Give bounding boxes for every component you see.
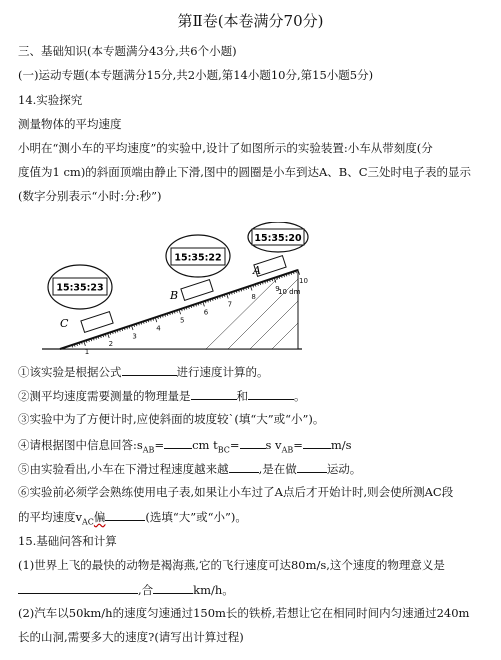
ruler-tick-label: 1 — [84, 348, 90, 357]
blank-tbc[interactable] — [240, 437, 266, 449]
item-1: ①该实验是根据公式 进行速度计算的。 — [18, 365, 269, 379]
question-15-heading: 15.基础问答和计算 — [18, 534, 117, 548]
intro-line-3: (数字分别表示“小时:分:秒”) — [18, 189, 162, 203]
ruler-tick-label: 7 — [227, 300, 233, 309]
page-title: 第Ⅱ卷(本卷满分70分) — [177, 12, 324, 30]
q15-part1-line2: ,合 km/h。 — [18, 582, 234, 597]
item-6-line-2: 的平均速度$v_{AC}$偏 (选填“大”或“小”)。 — [18, 510, 247, 527]
label-c: C — [60, 317, 69, 330]
blank-sab[interactable] — [164, 437, 192, 449]
incline-diagram — [40, 222, 310, 357]
blank-bigger-smaller[interactable] — [105, 509, 145, 521]
ruler-tick-label: 10 — [299, 277, 308, 285]
experiment-title: 测量物体的平均速度 — [18, 117, 122, 131]
q15-part2-line1: (2)汽车以50km/h的速度匀速通过150m长的铁桥,若想让它在相同时间内匀速通过240m — [18, 606, 470, 620]
clock-a — [248, 222, 308, 252]
q15-part1-line1: (1)世界上飞的最快的动物是褐海燕,它的飞行速度可达80m/s,这个速度的物理意义是 — [18, 558, 445, 572]
clock-b-time: 15:35:22 — [174, 252, 222, 264]
clock-a-time: 15:35:20 — [254, 233, 302, 244]
clock-b — [166, 235, 230, 277]
car-c — [81, 312, 113, 333]
unit-label: 10 dm — [278, 288, 301, 296]
blank-quantity-2[interactable] — [248, 388, 294, 400]
ruler-tick-label: 9 — [275, 284, 280, 293]
ruler-tick-label: 3 — [132, 332, 137, 341]
blank-kmh[interactable] — [153, 582, 193, 594]
question-14-heading: 14.实验探究 — [18, 93, 83, 107]
ruler-tick-label: 4 — [156, 324, 161, 333]
blank-motion-type[interactable] — [297, 461, 327, 473]
clock-c — [48, 265, 112, 309]
q15-part2-line2: 长的山洞,需要多大的速度?(请写出计算过程) — [18, 630, 244, 644]
blank-faster-slower[interactable] — [229, 461, 259, 473]
blank-formula[interactable] — [122, 364, 177, 376]
clock-c-time: 15:35:23 — [56, 282, 104, 294]
car-b — [181, 280, 213, 301]
ruler-tick-label: 5 — [180, 316, 185, 325]
intro-line-2: 度值为1 cm)的斜面顶端由静止下滑,图中的圆圈是小车到达A、B、C三处时电子表的显示 — [18, 165, 472, 179]
intro-line-1: 小明在“测小车的平均速度”的实验中,设计了如图所示的实验装置:小车从带刻度(分 — [18, 141, 433, 155]
ruler-tick-label: 2 — [108, 340, 114, 349]
blank-quantity-1[interactable] — [191, 388, 237, 400]
item-2: ②测平均速度需要测量的物理量是 和 。 — [18, 389, 306, 403]
item-3: ③实验中为了方便计时,应使斜面的坡度较`(填“大”或“小”)。 — [18, 412, 325, 426]
label-b: B — [170, 289, 179, 302]
label-a: A — [253, 264, 261, 277]
topic-heading: (一)运动专题(本专题满分15分,共2小题,第14小题10分,第15小题5分) — [18, 68, 374, 82]
blank-vab[interactable] — [303, 437, 331, 449]
item-6-line-1: ⑥实验前必须学会熟练使用电子表,如果让小车过了A点后才开始计时,则会使所测AC段 — [18, 485, 454, 499]
item-5: ⑤由实验看出,小车在下滑过程速度越来越 ,是在做 运动。 — [18, 462, 362, 476]
ruler-tick-label: 8 — [251, 292, 256, 301]
section-heading: 三、基础知识(本专题满分43分,共6个小题) — [18, 44, 237, 58]
blank-meaning[interactable] — [18, 582, 138, 594]
ruler-tick-label: 6 — [203, 308, 209, 317]
item-4: ④请根据图中信息回答$:s_{AB}=$ cm $t_{BC}= s$ $v_{AB}= m/s$ — [18, 438, 352, 455]
